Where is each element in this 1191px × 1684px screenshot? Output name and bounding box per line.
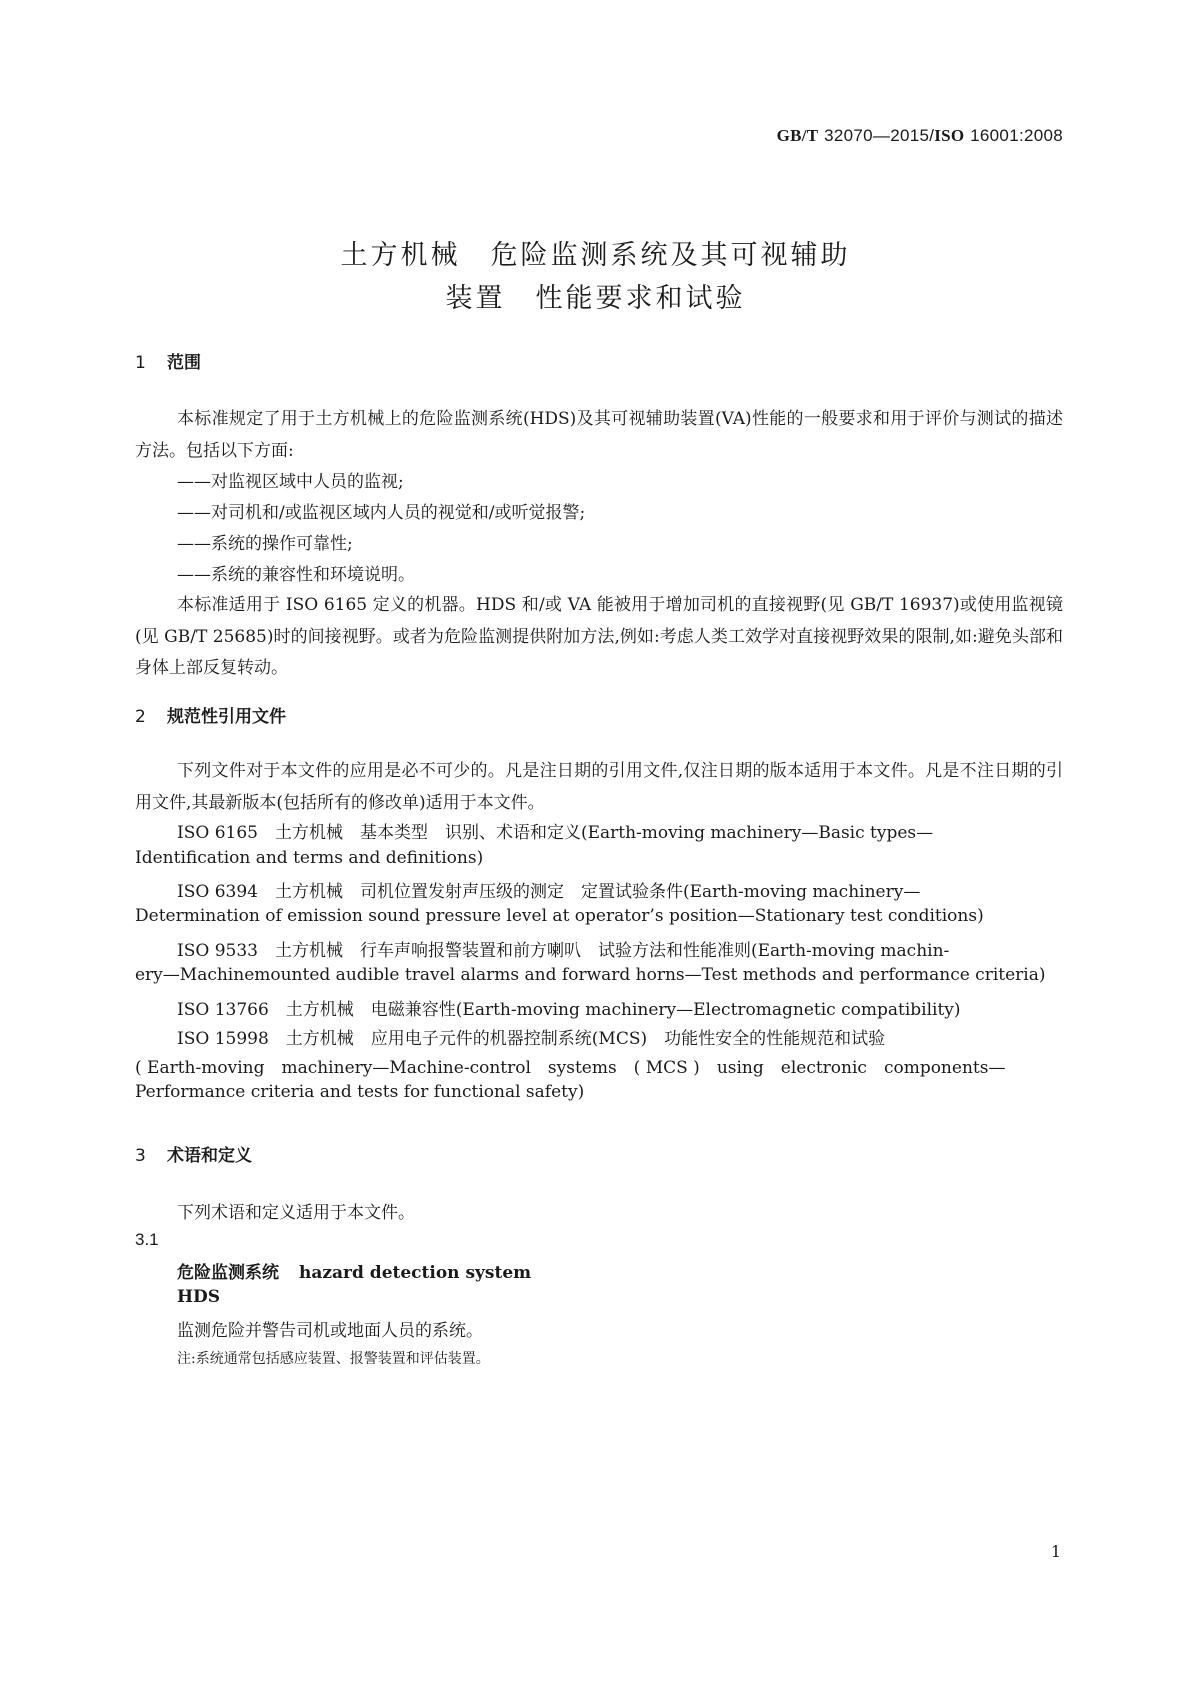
reference-iso15998-line2: ( Earth-moving machinery—Machine-control systems ( MCS ) using electronic components—: [135, 1058, 1006, 1078]
term-chinese: 危险监测系统: [177, 1263, 279, 1283]
reference-iso6165-line1: ISO 6165 土方机械 基本类型 识别、术语和定义(Earth-moving machinery—Basic types—: [177, 823, 934, 843]
reference-iso6394-line1: ISO 6394 土方机械 司机位置发射声压级的测定 定置试验条件(Earth-moving machinery—: [177, 882, 921, 902]
reference-iso9533-line1: ISO 9533 土方机械 行车声响报警装置和前方喇叭 试验方法和性能准则(Earth-moving machin-: [177, 941, 950, 961]
terms-intro: 下列术语和定义适用于本文件。: [177, 1203, 415, 1223]
standard-code: [777, 126, 1063, 146]
reference-iso9533-line2: ery—Machinemounted audible travel alarms and forward horns—Test methods and performance criteria): [135, 965, 1046, 985]
term-note: 注:系统通常包括感应装置、报警装置和评估装置。: [177, 1351, 490, 1367]
scope-paragraph-2: 本标准适用于 ISO 6165 定义的机器。HDS 和/或 VA 能被用于增加司机的直接视野(见 GB/T 16937)或使用监视镜(见 GB/T 25685)时的间接视野。或者为危险监测提供附加方法,例如:考虑人类工效学对直接视野效果的限制,如:避免头部和身体上部反复转动。: [135, 595, 1063, 678]
document-title-line2: 装置 性能要求和试验: [445, 283, 746, 314]
reference-iso15998-line1: ISO 15998 土方机械 应用电子元件的机器控制系统(MCS) 功能性安全的性能规范和试验: [177, 1029, 886, 1049]
section-number: 3: [135, 1146, 146, 1166]
section-title: 规范性引用文件: [167, 707, 286, 727]
scope-list-item: ——对司机和/或监视区域内人员的视觉和/或听觉报警;: [177, 503, 586, 523]
section-number: 2: [135, 707, 146, 727]
iso-prefix: ISO: [934, 126, 965, 145]
term-heading: [177, 1258, 531, 1283]
section-number: 1: [135, 353, 146, 373]
document-title-line1: 土方机械 危险监测系统及其可视辅助: [340, 240, 851, 271]
scope-paragraph-1: 本标准规定了用于土方机械上的危险监测系统(HDS)及其可视辅助装置(VA)性能的一般要求和用于评价与测试的描述方法。包括以下方面:: [135, 409, 1063, 461]
reference-iso13766: ISO 13766 土方机械 电磁兼容性(Earth-moving machinery—Electromagnetic compatibility): [177, 1000, 961, 1020]
references-intro: 下列文件对于本文件的应用是必不可少的。凡是注日期的引用文件,仅注日期的版本适用于本文件。凡是不注日期的引用文件,其最新版本(包括所有的修改单)适用于本文件。: [135, 761, 1063, 813]
term-abbreviation: HDS: [177, 1287, 221, 1307]
scope-list-item: ——系统的兼容性和环境说明。: [177, 565, 415, 585]
reference-iso6394-line2: Determination of emission sound pressure level at operator’s position—Stationary test conditions): [135, 906, 984, 926]
term-number: 3.1: [135, 1230, 159, 1249]
gb-number: 32070—2015/: [824, 126, 935, 145]
term-definition: 监测危险并警告司机或地面人员的系统。: [177, 1321, 483, 1341]
section-3-heading: [135, 1141, 252, 1166]
section-2-heading: [135, 702, 286, 727]
section-1-heading: [135, 348, 201, 373]
section-title: 范围: [167, 353, 201, 373]
page-number: 1: [1050, 1542, 1061, 1561]
iso-number: 16001:2008: [970, 126, 1063, 145]
section-title: 术语和定义: [167, 1146, 252, 1166]
scope-list-item: ——对监视区域中人员的监视;: [177, 472, 404, 492]
gb-prefix: GB/T: [776, 126, 819, 145]
reference-iso15998-line3: Performance criteria and tests for functional safety): [135, 1082, 585, 1102]
reference-iso6165-line2: Identification and terms and definitions): [135, 848, 484, 868]
scope-list-item: ——系统的操作可靠性;: [177, 534, 353, 554]
term-english: hazard detection system: [299, 1263, 532, 1283]
